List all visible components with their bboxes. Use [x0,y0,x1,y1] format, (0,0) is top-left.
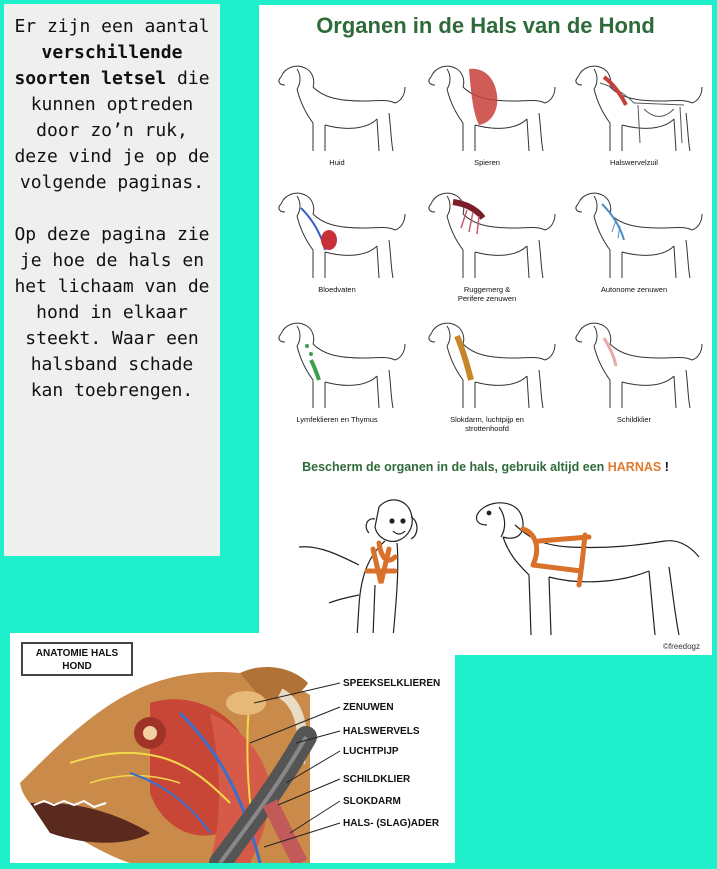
anatomy-label: ZENUWEN [343,702,394,713]
dog-grid-cell [417,53,557,183]
dog-outline-illustration [267,53,407,158]
anatomy-panel [10,633,455,863]
dog-grid-caption: Bloedvaten [318,285,356,294]
slogan-end: ! [661,460,669,474]
intro-paragraph-2: Op deze pagina zie je hoe de hals en het lichaam van de hond in elkaar steekt. Waar een halsband schade kan toebrengen. [14,224,210,401]
dog-outline-illustration [417,180,557,285]
poster-title: Organen in de Hals van de Hond [316,13,655,38]
poster-slogan [259,460,712,474]
dog-grid-caption: Spieren [474,158,500,167]
dog-grid-cell [267,310,407,440]
dog-grid-cell [267,53,407,183]
dog-grid-caption: Slokdarm, luchtpijp en strottenhoofd [450,415,524,433]
dog-outline-illustration [564,310,704,415]
anatomy-title [21,642,133,676]
dog-grid-cell [564,53,704,183]
anatomy-label: SPEEKSELKLIEREN [343,678,441,689]
dog-grid-caption: Huid [329,158,345,167]
anatomy-label: HALSWERVELS [343,726,420,737]
dog-outline-illustration [417,310,557,415]
dog-grid-caption: Lymfeklieren en Thymus [296,415,378,424]
dog-grid-cell [417,180,557,310]
dog-front-harness-illustration [289,485,439,645]
intro-text-card [2,2,222,558]
anatomy-label: SLOKDARM [343,796,401,807]
dog-outline-illustration [417,53,557,158]
dog-outline-illustration [564,53,704,158]
slogan-accent: HARNAS [607,460,662,474]
intro-text-bold: verschillende soorten letsel [14,42,183,89]
intro-text-before: Er zijn een aantal [14,16,210,37]
dog-grid-caption: Halswervelzuil [610,158,658,167]
dog-grid-cell [267,180,407,310]
anatomy-title-line1: ANATOMIE HALS [35,648,119,659]
dog-grid-caption: Autonome zenuwen [600,285,668,294]
dog-outline-illustration [267,180,407,285]
intro-paragraph-1 [10,14,214,196]
dog-outline-illustration [267,310,407,415]
dog-outline-illustration [564,180,704,285]
dog-grid-cell [564,180,704,310]
anatomy-title-line2: HOND [62,661,92,672]
dog-grid-caption: Schildklier [616,415,652,424]
dog-side-harness-illustration [469,485,709,645]
slogan-main: Bescherm de organen in de hals, gebruik altijd een [302,460,608,474]
anatomy-label: SCHILDKLIER [343,774,411,785]
dog-grid-caption: Ruggemerg & Perifere zenuwen [457,285,517,303]
dog-grid-cell [417,310,557,440]
anatomy-label: HALS- (SLAG)ADER [343,818,440,829]
intro-text-after: die kunnen optreden door zo’n ruk, deze vind je op de volgende paginas. [14,68,210,193]
anatomy-label: LUCHTPIJP [343,746,399,757]
dog-grid-cell [564,310,704,440]
organs-poster [256,2,715,658]
poster-brand: ©freedogz [662,642,700,651]
